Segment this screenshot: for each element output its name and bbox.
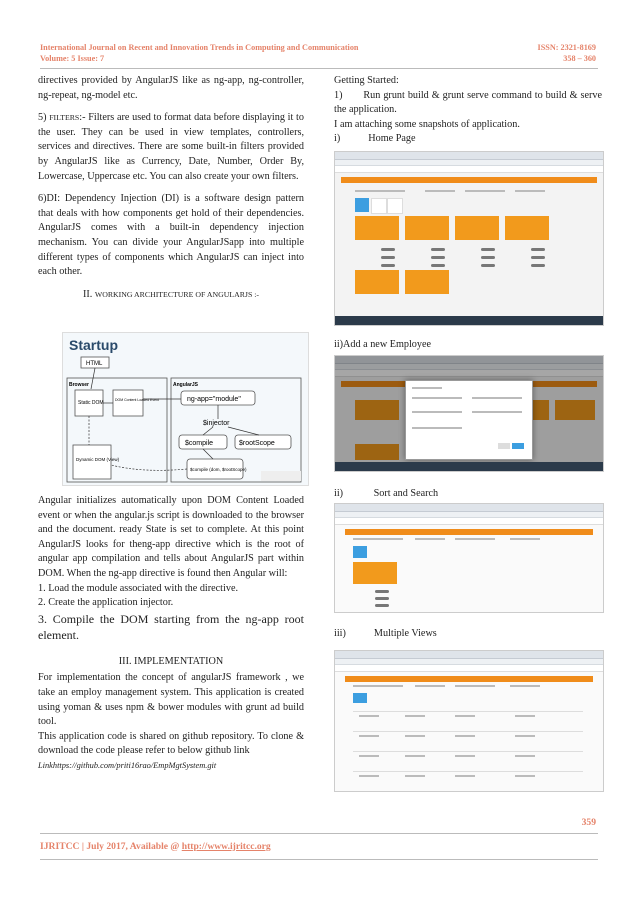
step-build <box>334 89 602 118</box>
diagram-browser: Browser <box>69 382 90 388</box>
left-column-2 <box>38 494 304 774</box>
impl-paragraph-2: This application code is shared on github repository. To clone & download the code please refer to below github link <box>38 730 304 757</box>
footer-rule-bottom <box>40 859 598 860</box>
page-number: 359 <box>581 817 596 828</box>
diagram-dom-loaded: DOM Content Loaded Event <box>115 398 159 402</box>
step-build-text: Run grunt build & grunt serve command to build & serve the application. <box>334 89 603 116</box>
step-2: 2. Create the application injector. <box>38 597 174 609</box>
impl-paragraph-1: For implementation the concept of angularJS framework , we take an employ management system. This application is created using yoman & uses npm & bower modules with grunt ad build tool. <box>38 672 304 728</box>
caption-multi-num: iii) <box>334 628 346 639</box>
diagram-compile-dom: $compile (dom, $rootScope) <box>190 467 247 472</box>
step-1: 1. Load the module associated with the directive. <box>38 582 239 594</box>
diagram-compile: $compile <box>185 440 214 447</box>
caption-home-text: Home Page <box>368 133 416 145</box>
sec2-num: II. <box>82 288 95 300</box>
attach-text: I am attaching some snapshots of application. <box>334 118 520 130</box>
startup-diagram-svg <box>63 333 308 485</box>
getting-started: Getting Started: <box>334 75 399 86</box>
caption-sort-num: ii) <box>334 488 344 499</box>
journal-volume: Volume: 5 Issue: 7 <box>40 54 105 63</box>
directives-paragraph: directives provided by AngularJS like as ng-app, ng-controller, ng-repeat, ng-model etc. <box>38 75 304 101</box>
sec2-title: WORKING ARCHITECTURE OF ANGULARJS :- <box>94 289 260 299</box>
section-3-heading: III. IMPLEMENTATION <box>118 655 224 667</box>
di-text: Dependency Injection (DI) is a software design pattern that deals with how components get hold of their dependencies. AngularJS comes with a built-in dependency injection mechanism. You can divide your AngularJSapp into multiple different types of components which AngularJS can inject into each other. <box>38 193 304 278</box>
filters-text: :- Filters are used to format data before displaying it to the user. They can be used in view templates, controllers, services and directives. There are some built-in filters provided by AngularJS like as Currency, Date, Number, Order By, Lowercase, Uppercase etc. You can also create your own filters. <box>38 112 304 182</box>
step-build-num: 1) <box>334 89 343 101</box>
init-paragraph: Angular initializes automatically upon DOM Content Loaded event or when the angular.js script is downloaded to the browser and the document. ready State is set to complete. At this point AngularJS looks for theng-app directive which is the root of angular app compilation and tells about AngularJS part within DOM. When the ng-app directive is found then Angular will: <box>38 495 304 579</box>
filters-head: FILTERS <box>49 113 80 123</box>
right-column <box>334 74 602 147</box>
caption-add: ii)Add a new Employee <box>334 339 432 350</box>
diagram-title: Startup <box>69 337 118 353</box>
di-paragraph <box>38 192 304 280</box>
screenshot-add-employee <box>334 355 604 472</box>
journal-header <box>40 42 358 64</box>
caption-home-num: i) <box>334 133 341 145</box>
caption-multi-text: Multiple Views <box>373 628 437 639</box>
header-rule <box>40 68 598 69</box>
filters-num: 5) <box>38 112 50 124</box>
left-column <box>38 74 304 310</box>
footer-rule <box>40 833 598 834</box>
diagram-angularjs: AngularJS <box>173 382 199 388</box>
footer-link[interactable]: http://www.ijritcc.org <box>181 841 271 852</box>
footer-text: IJRITCC | July 2017, Available @ <box>40 841 182 852</box>
github-link[interactable]: Linkhttps://github.com/priti16rao/EmpMgtSystem.git <box>38 760 217 770</box>
caption-multi <box>334 628 437 639</box>
startup-diagram <box>62 332 309 486</box>
screenshot-sort-search <box>334 503 604 613</box>
journal-title: International Journal on Recent and Innovation Trends in Computing and Communication <box>40 43 359 52</box>
footer <box>40 841 271 852</box>
page-range: 358 – 360 <box>563 54 596 63</box>
filters-paragraph <box>38 111 304 184</box>
screenshot-home <box>334 151 604 326</box>
caption-sort-text: Sort and Search <box>373 488 439 499</box>
section-2-heading <box>38 288 304 303</box>
diagram-ngapp: ng-app="module" <box>187 396 241 403</box>
caption-home <box>334 132 602 147</box>
issn: ISSN: 2321-8169 <box>537 43 596 52</box>
journal-header-right <box>538 42 596 64</box>
di-head: 6)DI: <box>38 193 61 205</box>
diagram-rootscope: $rootScope <box>239 440 275 447</box>
caption-sort <box>334 488 438 499</box>
diagram-injector: $injector <box>203 420 230 427</box>
diagram-html: HTML <box>86 361 103 367</box>
diagram-dynamic-dom: Dynamic DOM (View) <box>76 457 120 462</box>
screenshot-multiple-views <box>334 650 604 792</box>
diagram-static-dom: Static DOM <box>78 400 104 406</box>
step-3: 3. Compile the DOM starting from the ng-app root element. <box>38 611 304 642</box>
